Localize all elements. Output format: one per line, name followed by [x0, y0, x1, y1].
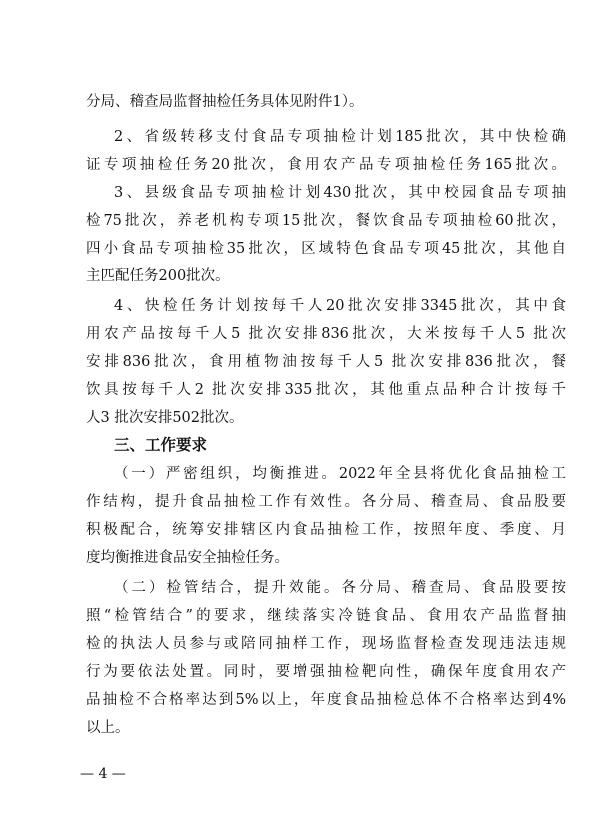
paragraph-line: （一）严密组织，均衡推进。2022年全县将优化食品抽检工	[114, 466, 566, 482]
paragraph-line: 四小食品专项抽检35批次，区域特色食品专项45批次，其他自	[86, 241, 566, 257]
paragraph-line: 行为要依法处置。同时，要增强抽检靶向性，确保年度食用农产	[86, 664, 566, 680]
paragraph-line: 度均衡推进食品安全抽检任务。	[86, 550, 289, 566]
page-number: — 4 —	[80, 766, 126, 782]
paragraph-line: 检的执法人员参与或陪同抽样工作，现场监督检查发现违法违规	[86, 636, 566, 652]
paragraph-line: 积极配合，统筹安排辖区内食品抽检工作，按照年度、季度、月	[86, 522, 566, 538]
paragraph-line: 2、省级转移支付食品专项抽检计划185批次，其中快检确	[114, 129, 566, 145]
paragraph-line: 证专项抽检任务20批次，食用农产品专项抽检任务165批次。	[86, 157, 566, 173]
paragraph-line: 作结构，提升食品抽检工作有效性。各分局、稽查局、食品股要	[86, 494, 566, 510]
paragraph-line: 检75批次，养老机构专项15批次，餐饮食品专项抽检60批次，	[86, 213, 566, 229]
paragraph-line: 人3 批次安排502批次。	[86, 410, 244, 426]
paragraph-line: 以上。	[86, 720, 130, 736]
paragraph-line: （二）检管结合，提升效能。各分局、稽查局、食品股要按	[114, 580, 566, 596]
paragraph-line: 主匹配任务200批次。	[86, 268, 230, 284]
paragraph-line: 饮具按每千人2 批次安排335批次，其他重点品种合计按每千	[86, 382, 566, 398]
paragraph-line: 安排836批次，食用植物油按每千人5 批次安排836批次，餐	[86, 354, 566, 370]
paragraph-line: 4、快检任务计划按每千人20批次安排3345批次，其中食	[114, 298, 566, 314]
paragraph-line: 用农产品按每千人5 批次安排836批次，大米按每千人5 批次	[86, 326, 566, 342]
paragraph-line: 分局、稽查局监督抽检任务具体见附件1）。	[86, 94, 364, 110]
paragraph-line: 品抽检不合格率达到5%以上，年度食品抽检总体不合格率达到4%	[86, 692, 566, 708]
section-heading: 三、工作要求	[114, 436, 208, 454]
paragraph-line: 3、县级食品专项抽检计划430批次，其中校园食品专项抽	[114, 185, 566, 201]
paragraph-line: 照“检管结合”的要求，继续落实冷链食品、食用农产品监督抽	[86, 608, 566, 624]
